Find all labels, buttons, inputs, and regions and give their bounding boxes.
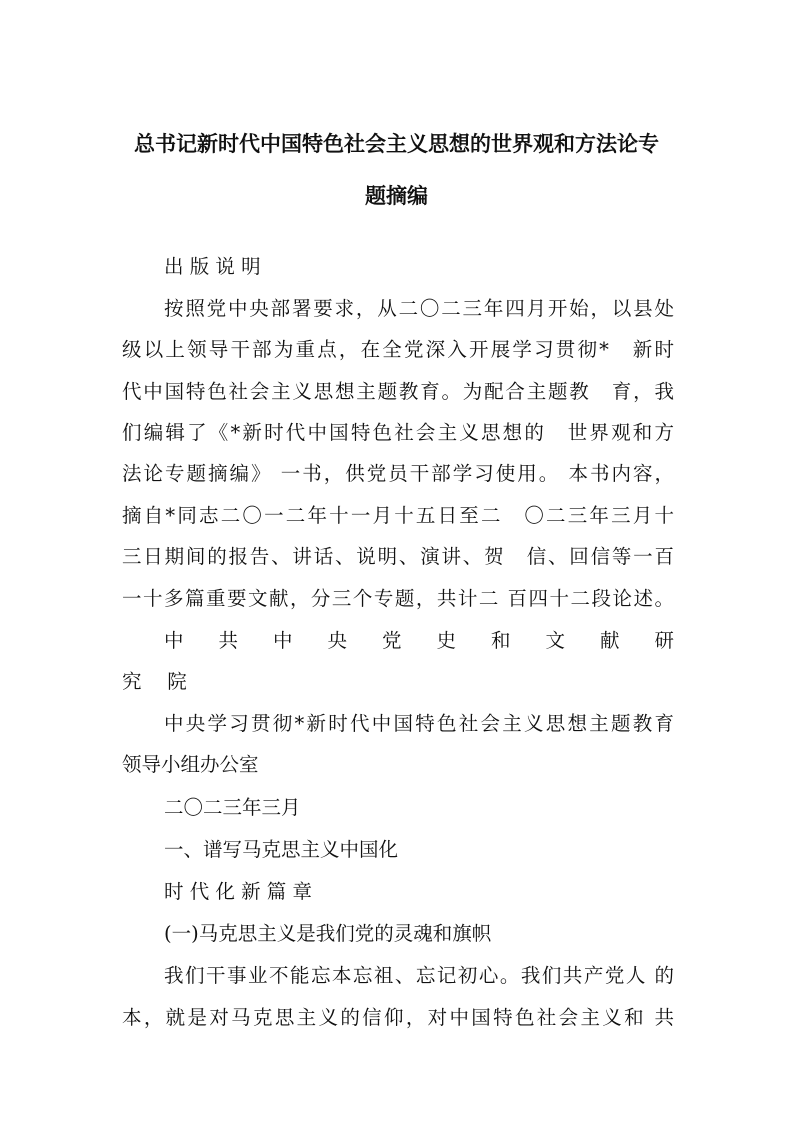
chapter-heading-line-1: 一、谱写马克思主义中国化	[164, 838, 399, 861]
paragraph-line: 按照党中央部署要求，从二〇二三年四月开始，以县处	[164, 297, 674, 320]
signature-organization-line-1: 中 共 中 央 党 史 和 文 献 研	[164, 629, 674, 652]
paragraph-line: 摘自*同志二〇一二年十一月十五日至二 〇二三年三月十	[122, 504, 674, 527]
paragraph-line: 级以上领导干部为重点，在全党深入开展学习贯彻* 新时	[122, 338, 674, 361]
paragraph-line: 法论专题摘编》 一书，供党员干部学习使用。 本书内容，	[122, 462, 674, 485]
paragraph-line: 我们干事业不能忘本忘祖、忘记初心。我们共产党人 的	[164, 964, 674, 987]
paragraph-line: 们编辑了《*新时代中国特色社会主义思想的 世界观和方	[122, 421, 674, 444]
document-title-line-1: 总书记新时代中国特色社会主义思想的世界观和方法论专	[134, 132, 659, 156]
paragraph-line: 代中国特色社会主义思想主题教育。为配合主题教 育，我	[122, 380, 674, 403]
subsection-heading: (一)马克思主义是我们党的灵魂和旗帜	[164, 922, 492, 945]
paragraph-line: 本，就是对马克思主义的信仰，对中国特色社会主义和 共	[122, 1006, 674, 1029]
signature-date: 二〇二三年三月	[164, 796, 301, 819]
paragraph-line: 三日期间的报告、讲话、说明、演讲、贺 信、回信等一百	[122, 545, 674, 568]
paragraph-line: 一十多篇重要文献，分三个专题，共计二 百四十二段论述。	[122, 587, 674, 610]
section-heading-publication-note: 出 版 说 明	[164, 255, 261, 278]
signature-office-line-1: 中央学习贯彻*新时代中国特色社会主义思想主题教育	[164, 712, 674, 735]
signature-organization-line-2: 究 院	[122, 670, 187, 693]
signature-office-line-2: 领导小组办公室	[122, 753, 259, 776]
document-title-line-2: 题摘编	[365, 184, 428, 208]
chapter-heading-line-2: 时 代 化 新 篇 章	[164, 880, 312, 903]
